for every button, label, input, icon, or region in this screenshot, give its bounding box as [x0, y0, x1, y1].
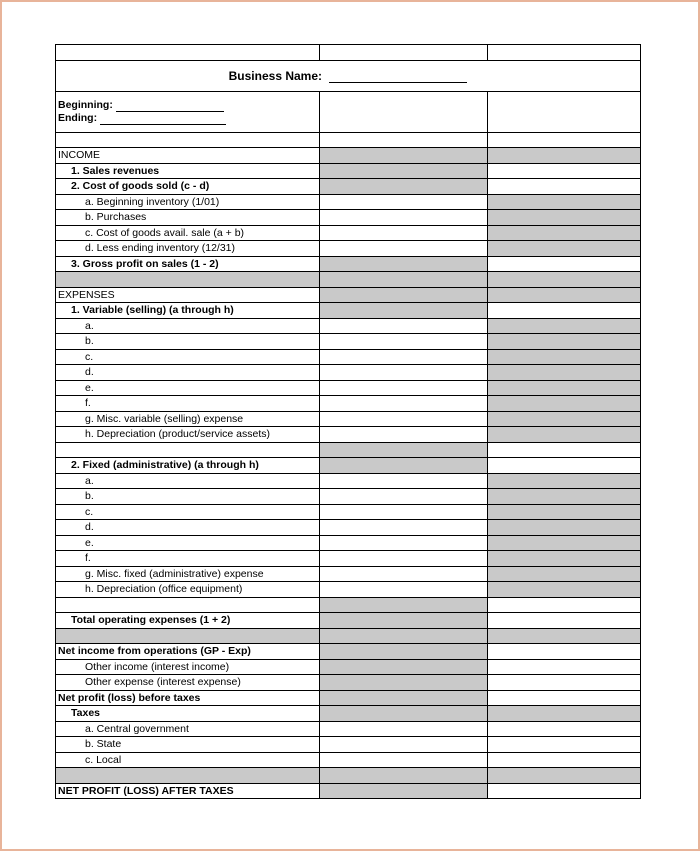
shaded-cell [320, 597, 488, 613]
shaded-cell [320, 256, 488, 272]
amount-cell[interactable] [488, 690, 641, 706]
table-row [56, 365, 641, 381]
shaded-cell [488, 318, 641, 334]
variable-item-label: b. [56, 334, 320, 350]
shaded-cell [320, 690, 488, 706]
amount-cell[interactable] [320, 551, 488, 567]
amount-cell[interactable] [320, 411, 488, 427]
variable-item-label: h. Depreciation (product/service assets) [56, 427, 320, 443]
shaded-cell [488, 628, 641, 644]
ending-label: Ending: [58, 111, 98, 124]
fixed-item-label: b. [56, 489, 320, 505]
table-row [56, 520, 641, 536]
fixed-item-label: e. [56, 535, 320, 551]
business-name-blank[interactable] [329, 72, 467, 83]
shaded-cell [320, 179, 488, 195]
fixed-heading-row [56, 458, 641, 474]
shaded-cell [488, 225, 641, 241]
fixed-item-label: h. Depreciation (office equipment) [56, 582, 320, 598]
amount-cell[interactable] [320, 241, 488, 257]
gross-profit-label: 3. Gross profit on sales (1 - 2) [56, 256, 320, 272]
shaded-cell [488, 380, 641, 396]
cogs-label: 2. Cost of goods sold (c - d) [56, 179, 320, 195]
taxes-heading-row [56, 706, 641, 722]
table-row [56, 566, 641, 582]
shaded-cell [488, 768, 641, 784]
fixed-item-label: c. [56, 504, 320, 520]
table-row [56, 551, 641, 567]
cell[interactable] [320, 132, 488, 148]
shaded-cell [488, 566, 641, 582]
amount-cell[interactable] [320, 334, 488, 350]
net-after-taxes-row [56, 783, 641, 799]
amount-cell[interactable] [488, 783, 641, 799]
shaded-cell [488, 396, 641, 412]
shaded-cell [488, 489, 641, 505]
net-before-taxes-row [56, 690, 641, 706]
shaded-cell [488, 365, 641, 381]
shaded-cell [320, 768, 488, 784]
spacer-row [56, 132, 641, 148]
table-row [56, 225, 641, 241]
shaded-cell [56, 768, 320, 784]
shaded-cell [320, 659, 488, 675]
amount-cell[interactable] [320, 427, 488, 443]
expenses-heading: EXPENSES [56, 287, 320, 303]
table-row [56, 396, 641, 412]
table-row [56, 737, 641, 753]
business-name-row [56, 60, 641, 91]
business-name-label: Business Name: [228, 68, 323, 83]
other-income-row [56, 659, 641, 675]
cell[interactable] [320, 45, 488, 61]
amount-cell[interactable] [488, 458, 641, 474]
other-income-label: Other income (interest income) [56, 659, 320, 675]
business-name-cell[interactable] [56, 60, 641, 91]
gross-profit-row [56, 256, 641, 272]
tax-item-label: c. Local [56, 752, 320, 768]
shaded-cell [320, 706, 488, 722]
shaded-cell [320, 644, 488, 660]
amount-cell[interactable] [320, 194, 488, 210]
shaded-cell [320, 783, 488, 799]
shaded-cell [488, 520, 641, 536]
amount-cell[interactable] [320, 225, 488, 241]
cell[interactable] [320, 91, 488, 132]
table-row [56, 411, 641, 427]
shaded-cell [488, 504, 641, 520]
amount-cell[interactable] [320, 380, 488, 396]
amount-cell[interactable] [488, 442, 641, 458]
shaded-spacer-row [56, 628, 641, 644]
shaded-cell [488, 473, 641, 489]
income-heading-row [56, 148, 641, 164]
table-row [56, 504, 641, 520]
shaded-cell [488, 210, 641, 226]
table-row [56, 473, 641, 489]
amount-cell[interactable] [320, 318, 488, 334]
variable-heading: 1. Variable (selling) (a through h) [56, 303, 320, 319]
fixed-item-label: g. Misc. fixed (administrative) expense [56, 566, 320, 582]
amount-cell[interactable] [320, 365, 488, 381]
cell[interactable] [488, 91, 641, 132]
shaded-cell [320, 163, 488, 179]
variable-item-label: c. [56, 349, 320, 365]
table-row [56, 241, 641, 257]
shaded-cell [56, 628, 320, 644]
shaded-cell [56, 272, 320, 288]
amount-cell[interactable] [320, 566, 488, 582]
table-row [56, 194, 641, 210]
shaded-spacer-row [56, 768, 641, 784]
income-statement-table [55, 44, 641, 799]
shaded-cell [488, 334, 641, 350]
cell[interactable] [488, 45, 641, 61]
cell[interactable] [56, 597, 320, 613]
shaded-cell [320, 287, 488, 303]
shaded-cell [488, 551, 641, 567]
beginning-label: Beginning: [58, 98, 113, 111]
amount-cell[interactable] [320, 520, 488, 536]
period-row [56, 91, 641, 132]
income-statement-sheet [55, 44, 640, 799]
variable-item-label: e. [56, 380, 320, 396]
cogs-item-label: b. Purchases [56, 210, 320, 226]
amount-cell[interactable] [488, 597, 641, 613]
shaded-cell [488, 411, 641, 427]
table-row [56, 535, 641, 551]
tax-item-label: b. State [56, 737, 320, 753]
table-row [56, 427, 641, 443]
amount-cell[interactable] [488, 721, 641, 737]
table-row [56, 318, 641, 334]
cogs-row [56, 179, 641, 195]
shaded-cell [488, 535, 641, 551]
net-income-ops-row [56, 644, 641, 660]
shaded-cell [320, 148, 488, 164]
table-row [56, 210, 641, 226]
shaded-cell [488, 706, 641, 722]
amount-cell[interactable] [320, 210, 488, 226]
table-row [56, 721, 641, 737]
amount-cell[interactable] [488, 179, 641, 195]
net-income-ops-label: Net income from operations (GP - Exp) [56, 644, 320, 660]
cell[interactable] [56, 132, 320, 148]
cell[interactable] [488, 132, 641, 148]
amount-cell[interactable] [320, 473, 488, 489]
shaded-cell [488, 582, 641, 598]
shaded-cell [488, 427, 641, 443]
beginning-blank[interactable] [116, 101, 224, 112]
table-row [56, 349, 641, 365]
top-blank-row [56, 45, 641, 61]
sales-revenues-label: 1. Sales revenues [56, 163, 320, 179]
income-heading: INCOME [56, 148, 320, 164]
amount-cell[interactable] [320, 752, 488, 768]
amount-cell[interactable] [488, 675, 641, 691]
tax-item-label: a. Central government [56, 721, 320, 737]
fixed-item-label: d. [56, 520, 320, 536]
cell[interactable] [56, 442, 320, 458]
fixed-item-label: a. [56, 473, 320, 489]
shaded-cell [320, 613, 488, 629]
total-operating-row [56, 613, 641, 629]
table-row [56, 582, 641, 598]
fixed-heading: 2. Fixed (administrative) (a through h) [56, 458, 320, 474]
ending-blank[interactable] [100, 114, 226, 125]
shaded-spacer-row [56, 272, 641, 288]
cell[interactable] [56, 45, 320, 61]
amount-cell[interactable] [320, 535, 488, 551]
shaded-cell [488, 241, 641, 257]
other-expense-label: Other expense (interest expense) [56, 675, 320, 691]
net-after-taxes-label: NET PROFIT (LOSS) AFTER TAXES [56, 783, 320, 799]
cogs-item-label: a. Beginning inventory (1/01) [56, 194, 320, 210]
shaded-cell [488, 148, 641, 164]
amount-cell[interactable] [488, 644, 641, 660]
amount-cell[interactable] [320, 721, 488, 737]
total-operating-label: Total operating expenses (1 + 2) [56, 613, 320, 629]
shaded-cell [488, 194, 641, 210]
shaded-cell [320, 442, 488, 458]
amount-cell[interactable] [320, 504, 488, 520]
amount-cell[interactable] [488, 303, 641, 319]
shaded-cell [488, 287, 641, 303]
shaded-cell [320, 628, 488, 644]
amount-cell[interactable] [320, 737, 488, 753]
period-cell[interactable] [56, 91, 320, 132]
cogs-item-label: c. Cost of goods avail. sale (a + b) [56, 225, 320, 241]
shaded-cell [320, 272, 488, 288]
variable-total-row [56, 442, 641, 458]
amount-cell[interactable] [320, 349, 488, 365]
variable-item-label: d. [56, 365, 320, 381]
amount-cell[interactable] [488, 752, 641, 768]
table-row [56, 752, 641, 768]
other-expense-row [56, 675, 641, 691]
taxes-heading: Taxes [56, 706, 320, 722]
amount-cell[interactable] [320, 582, 488, 598]
amount-cell[interactable] [488, 163, 641, 179]
table-row [56, 334, 641, 350]
shaded-cell [320, 458, 488, 474]
amount-cell[interactable] [320, 396, 488, 412]
table-row [56, 380, 641, 396]
fixed-total-row [56, 597, 641, 613]
shaded-cell [488, 349, 641, 365]
variable-item-label: g. Misc. variable (selling) expense [56, 411, 320, 427]
table-row [56, 489, 641, 505]
amount-cell[interactable] [488, 613, 641, 629]
fixed-item-label: f. [56, 551, 320, 567]
variable-item-label: f. [56, 396, 320, 412]
expenses-heading-row [56, 287, 641, 303]
amount-cell[interactable] [488, 737, 641, 753]
amount-cell[interactable] [488, 256, 641, 272]
shaded-cell [488, 272, 641, 288]
sales-revenues-row [56, 163, 641, 179]
variable-heading-row [56, 303, 641, 319]
amount-cell[interactable] [488, 659, 641, 675]
shaded-cell [320, 303, 488, 319]
shaded-cell [320, 675, 488, 691]
variable-item-label: a. [56, 318, 320, 334]
cogs-item-label: d. Less ending inventory (12/31) [56, 241, 320, 257]
amount-cell[interactable] [320, 489, 488, 505]
net-before-taxes-label: Net profit (loss) before taxes [56, 690, 320, 706]
